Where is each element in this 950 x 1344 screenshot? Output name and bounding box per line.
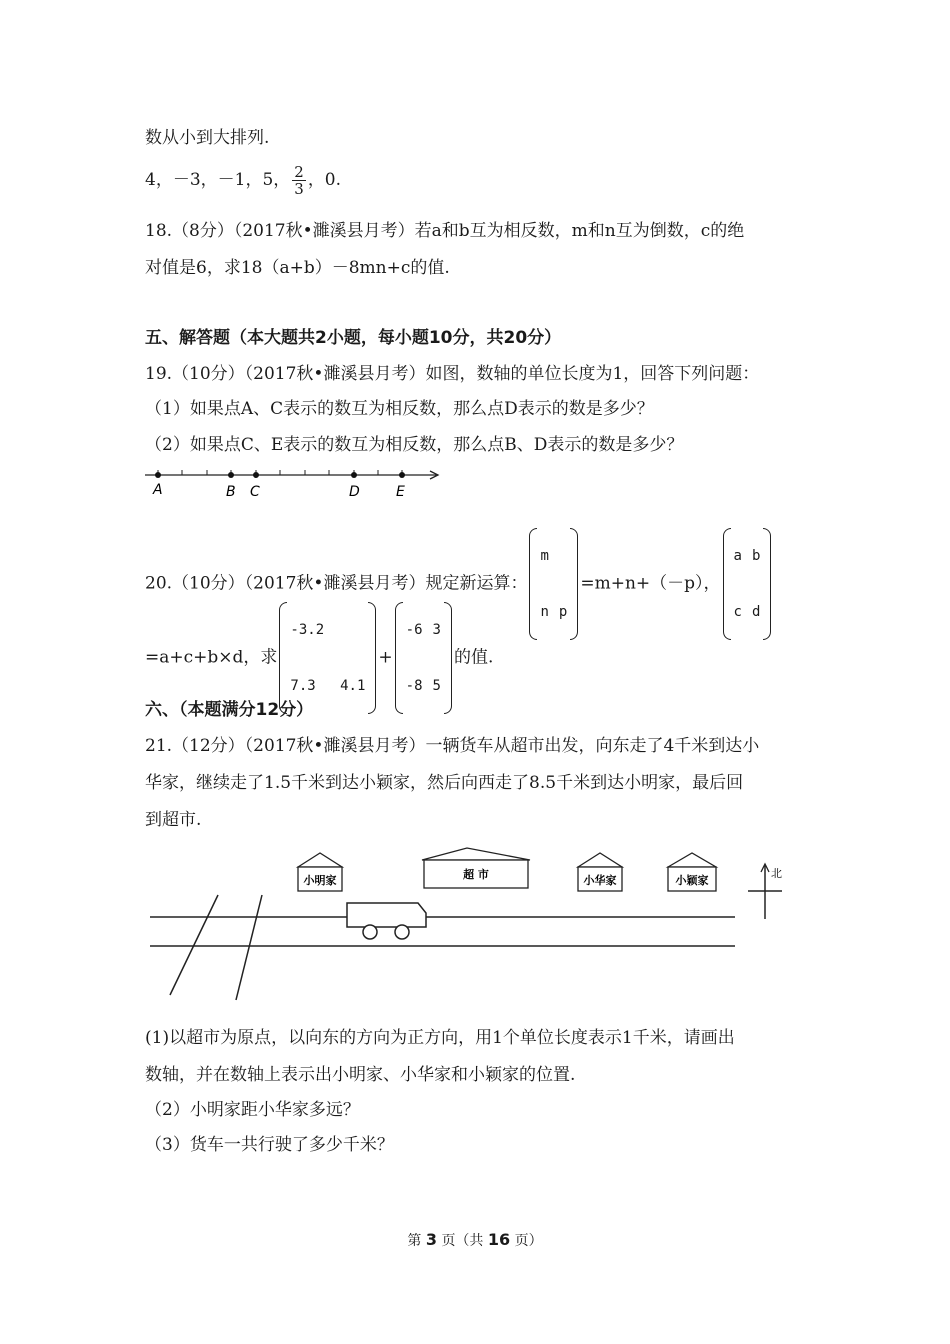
matrix-cell: 5 <box>432 678 441 694</box>
matrix-def-abcd <box>723 528 772 640</box>
point-e <box>399 472 405 478</box>
q19-line1: 19.（10分）（2017秋•濉溪县月考）如图，数轴的单位长度为1，回答下列问题： <box>145 364 760 384</box>
label-b: B <box>226 484 236 500</box>
road-map-figure <box>140 845 800 1005</box>
matrix-cell: d <box>751 604 761 620</box>
q20-prefix: 20.（10分）（2017秋•濉溪县月考）规定新运算： <box>145 573 528 594</box>
fraction-two-thirds <box>292 164 306 197</box>
label-c: C <box>250 484 260 500</box>
house-label: 小华家 <box>583 874 617 887</box>
q17-numbers-prefix: 4，－3，－1，5， <box>145 170 291 190</box>
matrix-cell: -6 <box>405 622 423 638</box>
q20-line2-prefix: =a+c+b×d，求 <box>145 647 278 668</box>
matrix-cell: -8 <box>405 678 423 694</box>
matrix-cell: -3.2 <box>290 622 325 638</box>
supermarket-building <box>422 848 530 888</box>
matrix-cell: m <box>540 548 549 564</box>
q20-def1-result: =m+n+（－p）， <box>580 573 721 594</box>
q21-sub1-line2: 数轴，并在数轴上表示出小明家、小华家和小颖家的位置. <box>145 1065 576 1085</box>
page-number: 3 <box>425 1230 437 1249</box>
label-e: E <box>396 484 405 500</box>
page-footer <box>0 1230 950 1250</box>
matrix-def-mnp <box>529 528 578 640</box>
matrix-cell: 3 <box>432 622 441 638</box>
truck-icon <box>347 903 426 939</box>
q18-line1: 18.（8分）（2017秋•濉溪县月考）若a和b互为相反数，m和n互为倒数，c的绝 <box>145 221 745 241</box>
q17-numbers-suffix: ，0. <box>307 170 342 190</box>
fraction-denominator: 3 <box>294 180 304 198</box>
footer-suffix: 页） <box>514 1233 543 1249</box>
q20-line2-suffix: 的值. <box>453 647 494 668</box>
house-label: 小明家 <box>303 874 337 887</box>
q21-sub2: （2）小明家距小华家多远？ <box>145 1100 360 1120</box>
q19-line3: （2）如果点C、E表示的数互为相反数，那么点B、D表示的数是多少？ <box>145 435 684 455</box>
number-line-figure <box>140 462 450 504</box>
total-pages: 16 <box>487 1230 511 1249</box>
matrix-cell: c <box>733 604 742 620</box>
point-a <box>155 472 161 478</box>
point-b <box>228 472 234 478</box>
matrix-cell: 7.3 <box>290 678 316 694</box>
q21-line2: 华家，继续走了1.5千米到达小颖家，然后向西走了8.5千米到达小明家，最后回 <box>145 773 744 793</box>
matrix-cell: 4.1 <box>340 678 366 694</box>
north-label: 北 <box>771 867 782 880</box>
house-xiaoying <box>668 853 716 891</box>
q21-line1: 21.（12分）（2017秋•濉溪县月考）一辆货车从超市出发，向东走了4千米到达小 <box>145 736 760 756</box>
fraction-numerator: 2 <box>294 163 304 181</box>
q18-line2: 对值是6，求18（a+b）－8mn+c的值. <box>145 258 450 278</box>
footer-prefix: 第 <box>407 1233 422 1249</box>
plus-sign: + <box>378 647 393 668</box>
house-label: 超 市 <box>463 868 489 881</box>
q21-line3: 到超市. <box>145 810 202 830</box>
matrix-cell: b <box>751 548 761 564</box>
q17-line1: 数从小到大排列. <box>145 128 270 148</box>
house-label: 小颖家 <box>675 874 709 887</box>
road-break-left <box>170 895 218 995</box>
point-d <box>351 472 357 478</box>
north-arrow-icon <box>748 864 782 919</box>
footer-middle: 页（共 <box>441 1233 484 1249</box>
label-d: D <box>349 484 360 500</box>
matrix-cell: p <box>558 604 568 620</box>
matrix-cell <box>340 606 365 654</box>
q19-line2: （1）如果点A、C表示的数互为相反数，那么点D表示的数是多少？ <box>145 399 654 419</box>
q17-line2 <box>145 164 341 197</box>
matrix-cell: n <box>540 604 549 620</box>
label-a: A <box>153 482 163 498</box>
matrix-cell: a <box>733 548 742 564</box>
road-break-right <box>236 895 262 1000</box>
point-c <box>253 472 259 478</box>
matrix-second <box>395 602 452 714</box>
section5-title: 五、解答题（本大题共2小题，每小题10分，共20分） <box>145 328 562 348</box>
house-xiaoming <box>298 853 342 891</box>
q21-sub3: （3）货车一共行驶了多少千米？ <box>145 1135 394 1155</box>
house-xiaohua <box>578 853 622 891</box>
section6-title: 六、（本题满分12分） <box>145 700 314 720</box>
q21-sub1-line1: (1)以超市为原点，以向东的方向为正方向，用1个单位长度表示1千米，请画出 <box>145 1028 735 1048</box>
number-line-ticks <box>158 470 402 475</box>
